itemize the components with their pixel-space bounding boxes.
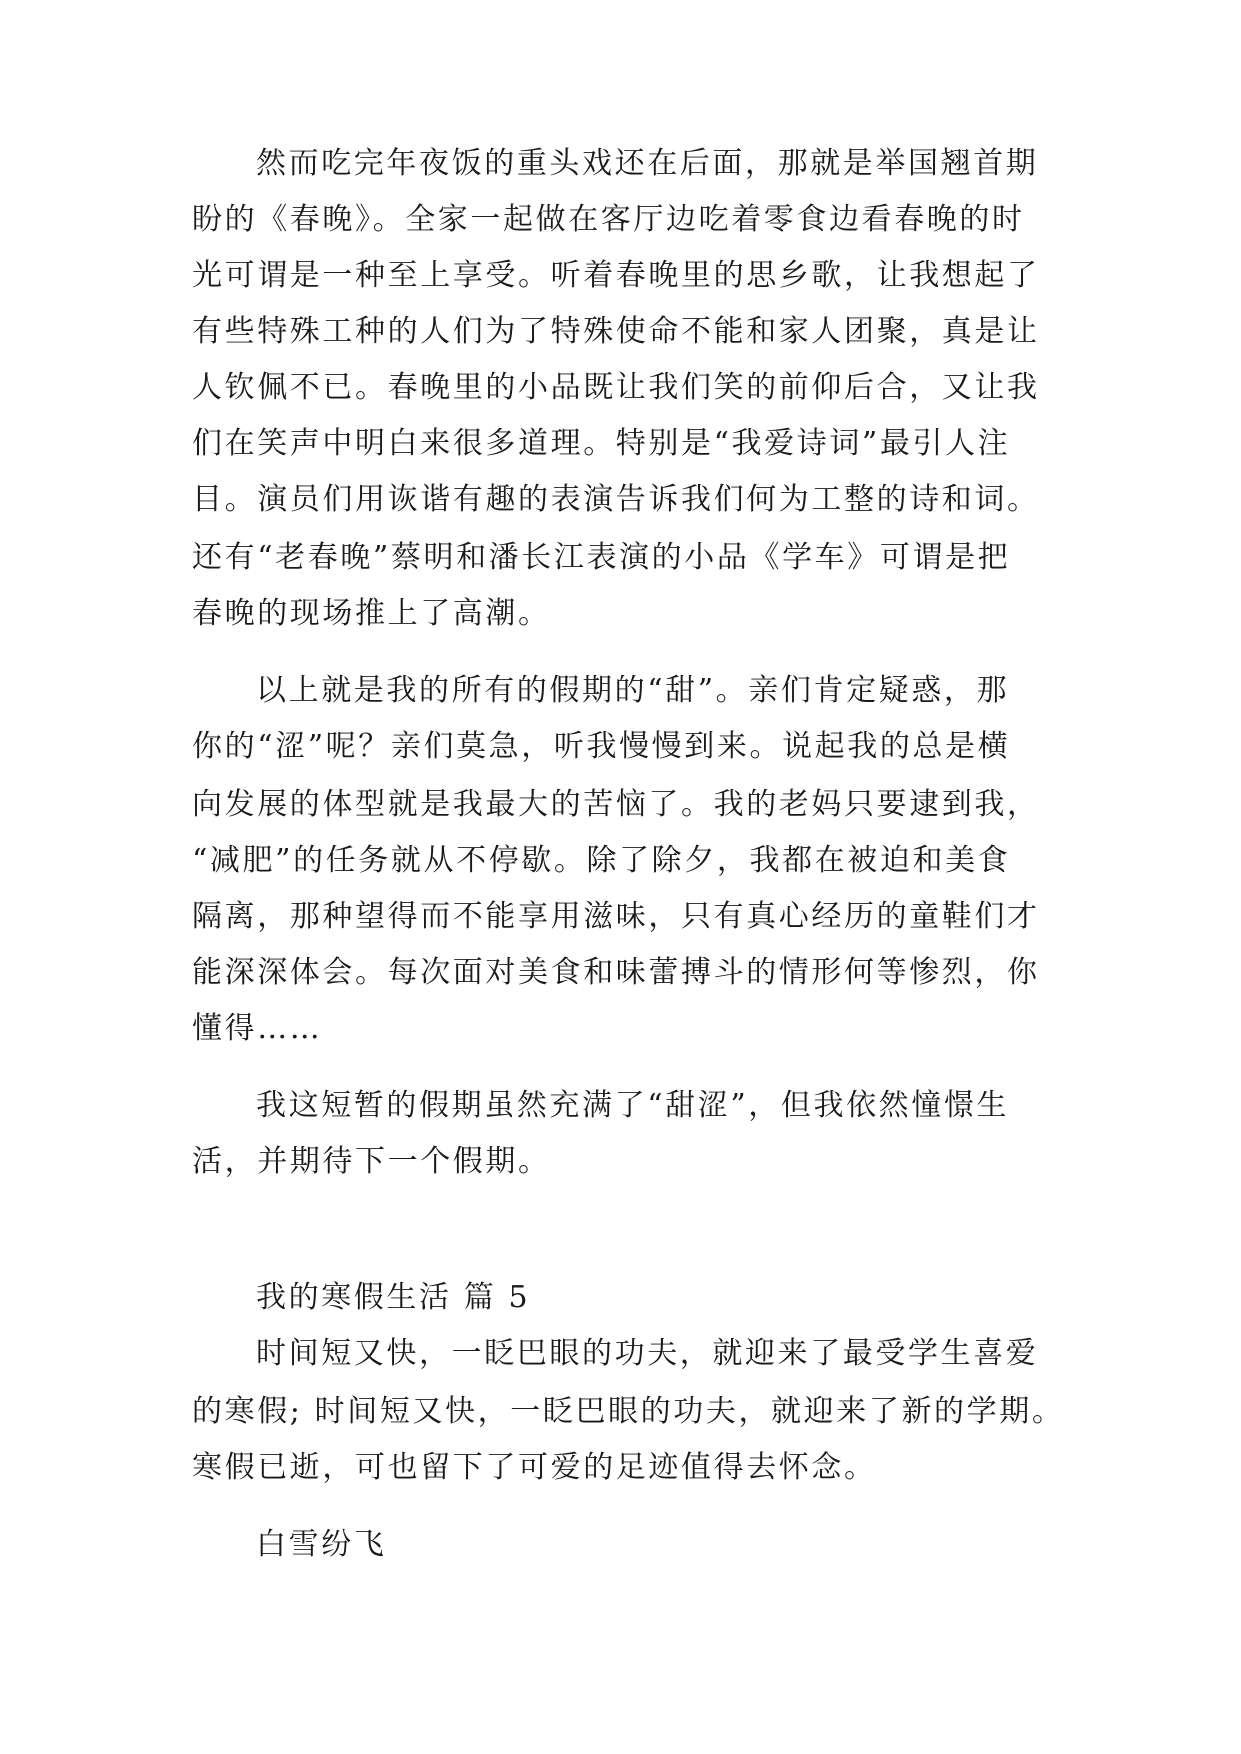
paragraph-line: 以上就是我的所有的假期的“甜”。亲们肯定疑惑，那 xyxy=(256,673,1010,708)
paragraph-line: 目。演员们用诙谐有趣的表演告诉我们何为工整的诗和词。 xyxy=(192,482,1040,517)
paragraph-line: 寒假已逝，可也留下了可爱的足迹值得去怀念。 xyxy=(192,1450,877,1485)
paragraph-line: 能深深体会。每次面对美食和味蕾搏斗的情形何等惨烈，你 xyxy=(192,955,1040,990)
paragraph-line: 活，并期待下一个假期。 xyxy=(192,1144,551,1179)
paragraph-line: 盼的《春晚》。全家一起做在客厅边吃着零食边看春晚的时 xyxy=(192,202,1025,237)
paragraph-line: “减肥”的任务就从不停歇。除了除夕，我都在被迫和美食 xyxy=(192,843,1011,878)
section-heading: 我的寒假生活 篇 5 xyxy=(256,1280,531,1315)
paragraph-line: 你的“涩”呢？亲们莫急，听我慢慢到来。说起我的总是横 xyxy=(192,729,1011,764)
paragraph-line: 的寒假; 时间短又快，一眨巴眼的功夫，就迎来了新的学期。 xyxy=(192,1394,1065,1429)
paragraph-line: 春晚的现场推上了高潮。 xyxy=(192,596,551,631)
paragraph-line: 隔离，那种望得而不能享用滋味，只有真心经历的童鞋们才 xyxy=(192,899,1040,934)
paragraph-line: 白雪纷飞 xyxy=(256,1527,387,1562)
paragraph-line: 向发展的体型就是我最大的苦恼了。我的老妈只要逮到我， xyxy=(192,787,1040,822)
paragraph-line: 有些特殊工种的人们为了特殊使命不能和家人团聚，真是让 xyxy=(192,314,1040,349)
paragraph-line: 然而吃完年夜饭的重头戏还在后面，那就是举国翘首期 xyxy=(256,146,1039,181)
paragraph-line: 光可谓是一种至上享受。听着春晚里的思乡歌，让我想起了 xyxy=(192,258,1040,293)
paragraph-line: 人钦佩不已。春晚里的小品既让我们笑的前仰后合，又让我 xyxy=(192,370,1040,405)
paragraph-line: 时间短又快，一眨巴眼的功夫，就迎来了最受学生喜爱 xyxy=(256,1336,1039,1371)
paragraph-line: 我这短暂的假期虽然充满了“甜涩”，但我依然憧憬生 xyxy=(256,1088,1010,1123)
paragraph-line: 们在笑声中明白来很多道理。特别是“我爱诗词”最引人注 xyxy=(192,426,1011,461)
paragraph-line: 还有“老春晚”蔡明和潘长江表演的小品《学车》可谓是把 xyxy=(192,540,1011,575)
paragraph-line: 懂得…… xyxy=(192,1011,323,1046)
